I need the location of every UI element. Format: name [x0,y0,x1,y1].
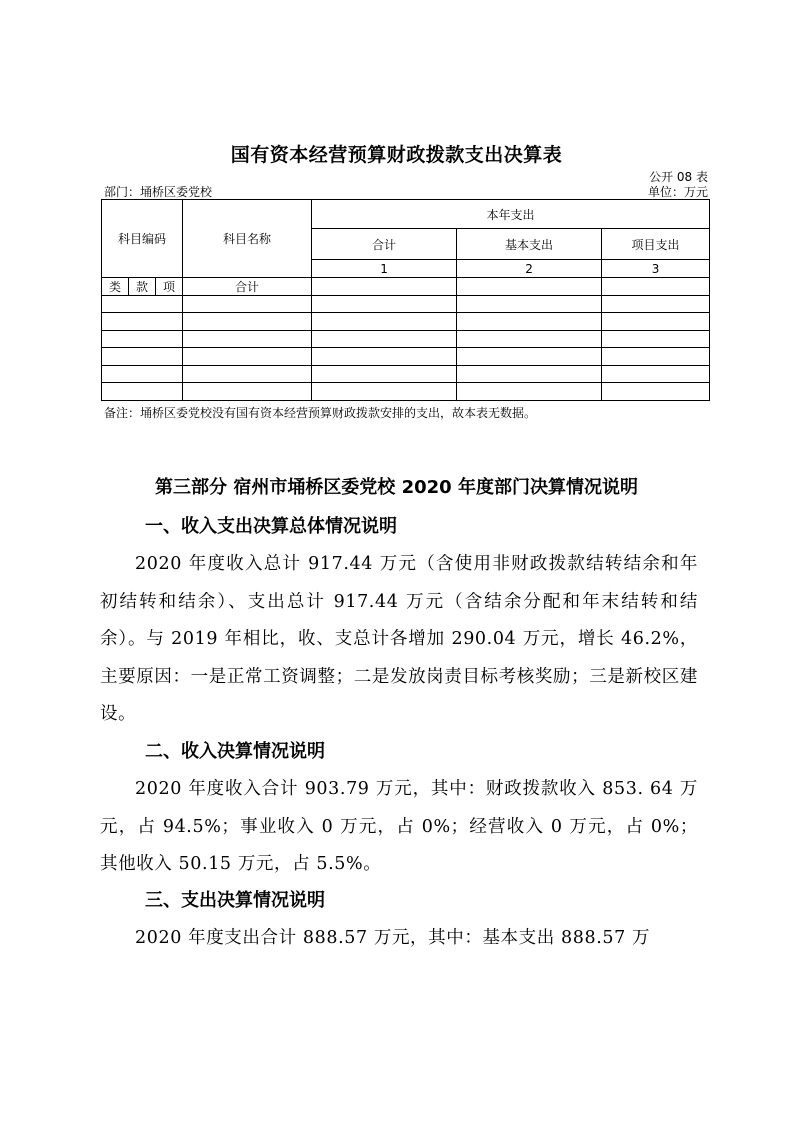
header-kuan: 款 [129,278,156,296]
section-heading-overall: 一、收入支出决算总体情况说明 [145,516,397,537]
table-note: 备注：埇桥区委党校没有国有资本经营预算财政拨款安排的支出，故本表无数据。 [104,406,537,420]
table-row [102,296,710,313]
header-xiang: 项 [156,278,183,296]
header-project-expenditure: 项目支出 [602,229,710,260]
header-subject-code: 科目编码 [102,200,183,278]
section-text-income: 2020 年度收入合计 903.79 万元，其中：财政拨款收入 853. 64 万元，占 94.5%；事业收入 0 万元，占 0%；经营收入 0 万元，占 0%；其他收入 50.15 万元，占 5.5%。 [100,779,698,874]
unit-label: 单位：万元 [647,185,708,199]
cell-empty [312,278,457,296]
department-label: 部门：埇桥区委党校 [104,185,213,199]
table-row [102,348,710,366]
header-basic-expenditure: 基本支出 [457,229,602,260]
table-row [102,331,710,348]
header-class: 类 [102,278,129,296]
header-year-expenditure: 本年支出 [312,200,710,229]
section-heading-expenditure: 三、支出决算情况说明 [145,890,325,911]
form-number: 公开 08 表 [649,170,708,184]
section-text-expenditure: 2020 年度支出合计 888.57 万元，其中：基本支出 888.57 万 [135,928,651,948]
expenditure-table [101,199,710,401]
header-total: 合计 [312,229,457,260]
col-number-1: 1 [312,260,457,278]
table-row [102,313,710,331]
row-total-label: 合计 [183,278,312,296]
cell-empty [457,278,602,296]
col-number-3: 3 [602,260,710,278]
table-title: 国有资本经营预算财政拨款支出决算表 [230,144,563,166]
table-row [102,383,710,401]
cell-empty [602,278,710,296]
table-row [102,366,710,383]
section-heading-income: 二、收入决算情况说明 [145,741,325,762]
header-subject-name: 科目名称 [183,200,312,278]
part-heading: 第三部分 宿州市埇桥区委党校 2020 年度部门决算情况说明 [155,477,638,498]
col-number-2: 2 [457,260,602,278]
section-text-overall: 2020 年度收入总计 917.44 万元（含使用非财政拨款结转结余和年初结转和结余）、支出总计 917.44 万元（含结余分配和年末结转和结余）。与 2019 年相比，收、支总计各增加 290.04 万元，增长 46.2%，主要原因：一是正常工资调整；二是发放岗责目标考核奖励；三是新校区建设。 [100,554,698,724]
